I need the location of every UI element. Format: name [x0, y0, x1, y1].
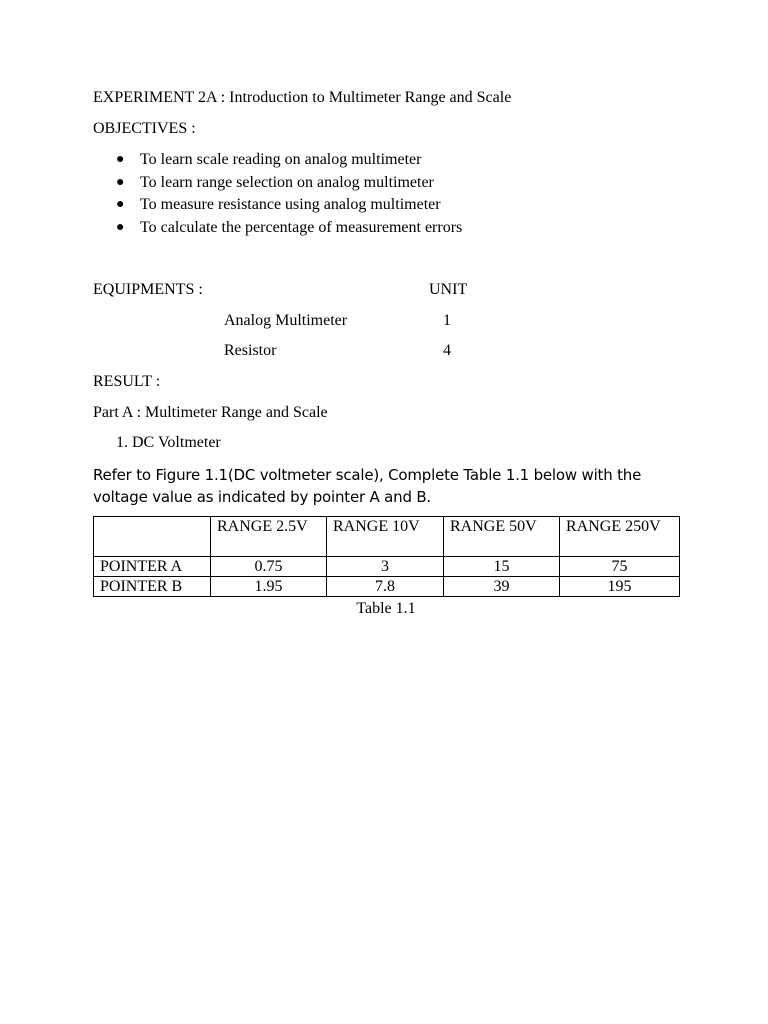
objectives-list [116, 150, 462, 241]
instruction-line-1: Refer to Figure 1.1(DC voltmeter scale), Complete Table 1.1 below with the [93, 466, 642, 484]
equipment-unit: 1 [443, 312, 451, 329]
row-label: POINTER A [94, 557, 211, 577]
objective-text: To learn scale reading on analog multimeter [140, 151, 422, 168]
equipment-name: Resistor [224, 342, 277, 359]
result-heading: RESULT : [93, 373, 161, 390]
objective-item [116, 218, 462, 241]
table-header-row [94, 517, 680, 557]
objective-text: To measure resistance using analog multimeter [140, 196, 441, 214]
table-cell: 3 [327, 557, 444, 577]
unit-header: UNIT [429, 281, 468, 298]
table-cell: 1.95 [211, 577, 327, 597]
table-header-cell: RANGE 2.5V [211, 517, 327, 557]
equipment-name: Analog Multimeter [224, 312, 348, 329]
table-cell: 195 [560, 577, 680, 597]
part-a-heading: Part A : Multimeter Range and Scale [93, 404, 328, 421]
objective-item [116, 195, 462, 218]
dc-voltmeter-item: 1. DC Voltmeter [116, 434, 221, 451]
table-header-cell: RANGE 250V [560, 517, 680, 557]
table-row [94, 557, 680, 577]
table-header-cell [94, 517, 211, 557]
objective-item [116, 150, 462, 173]
objective-item [116, 173, 462, 196]
instruction-line-2: voltage value as indicated by pointer A and B. [93, 488, 431, 506]
objective-text: To calculate the percentage of measurement errors [140, 219, 463, 237]
bullet-icon: ● [116, 197, 125, 213]
table-header-cell: RANGE 10V [327, 517, 444, 557]
document-title: EXPERIMENT 2A : Introduction to Multimeter Range and Scale [93, 89, 512, 106]
equipment-unit: 4 [443, 342, 451, 359]
bullet-icon: ● [116, 174, 125, 190]
bullet-icon: ● [116, 152, 125, 167]
table-cell: 7.8 [327, 577, 444, 597]
table-caption: Table 1.1 [356, 600, 416, 617]
table-cell: 0.75 [211, 557, 327, 577]
table-cell: 75 [560, 557, 680, 577]
objectives-heading: OBJECTIVES : [93, 120, 196, 137]
table-row [94, 577, 680, 597]
objective-text: To learn range selection on analog multimeter [140, 173, 434, 191]
table-header-cell: RANGE 50V [444, 517, 560, 557]
bullet-icon: ● [116, 220, 125, 236]
equipments-heading: EQUIPMENTS : [93, 281, 203, 298]
row-label: POINTER B [94, 577, 211, 597]
table-cell: 39 [444, 577, 560, 597]
table-cell: 15 [444, 557, 560, 577]
voltage-table [93, 516, 680, 597]
